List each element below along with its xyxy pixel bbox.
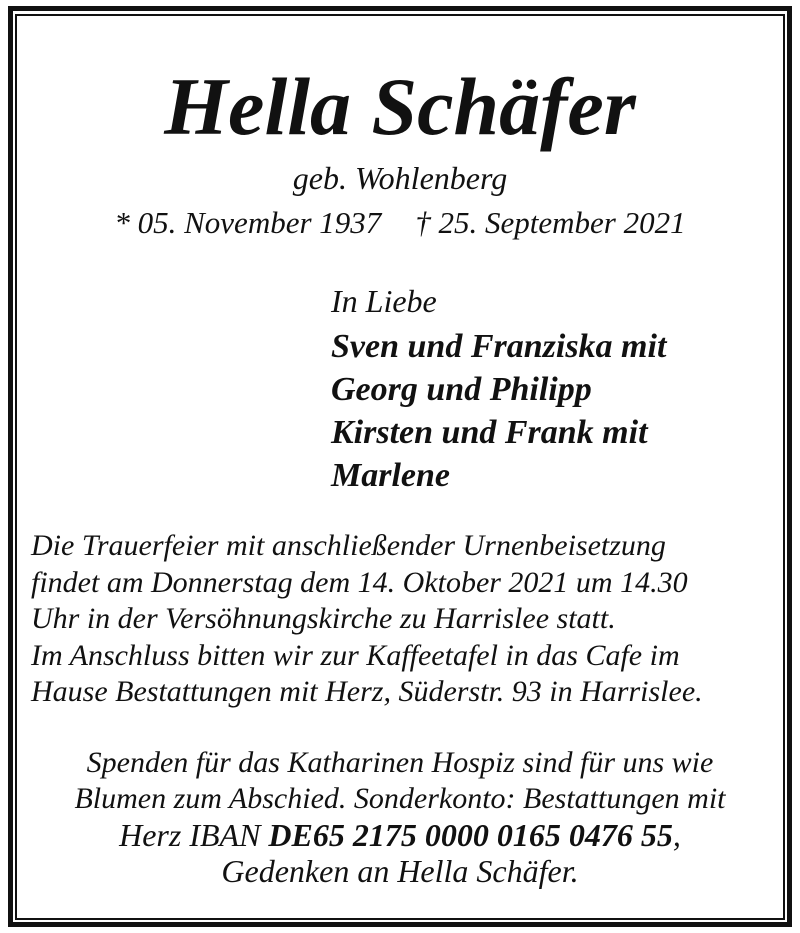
iban-line [0,817,800,853]
iban-suffix: , [672,817,681,853]
life-dates [0,204,800,242]
birth-name: geb. Wohlenberg [292,160,508,196]
service-line: Hause Bestattungen mit Herz, Süderstr. 93 in Harrislee. [31,675,703,708]
iban-prefix: Herz IBAN [119,817,269,853]
donation-line: Blumen zum Abschied. Sonderkonto: Bestattungen mit [74,782,726,815]
mourners-list [331,325,666,497]
mourner-line: Georg und Philipp [331,371,592,408]
service-line: findet am Donnerstag dem 14. Oktober 2021 um 14.30 [31,565,688,599]
in-love-heading: In Liebe [331,283,437,319]
deceased-name: Hella Schäfer [164,61,636,152]
service-line: Uhr in der Versöhnungskirche zu Harrislee statt. [31,602,616,635]
service-line: Die Trauerfeier mit anschließender Urnenbeisetzung [31,529,666,562]
mourner-line: Kirsten und Frank mit [331,414,648,451]
donation-line: Spenden für das Katharinen Hospiz sind für uns wie [86,746,714,779]
birth-date: * 05. November 1937 [114,205,382,240]
iban-number: DE65 2175 0000 0165 0476 55 [268,817,673,853]
mourner-line: Marlene [331,457,450,494]
mourner-line: Sven und Franziska mit [331,328,667,365]
death-date: † 25. September 2021 [415,205,686,240]
service-line: Im Anschluss bitten wir zur Kaffeetafel in das Cafe im [31,638,680,672]
service-details [31,528,703,711]
donation-line: Gedenken an Hella Schäfer. [221,853,579,889]
donation-notice [0,745,800,889]
